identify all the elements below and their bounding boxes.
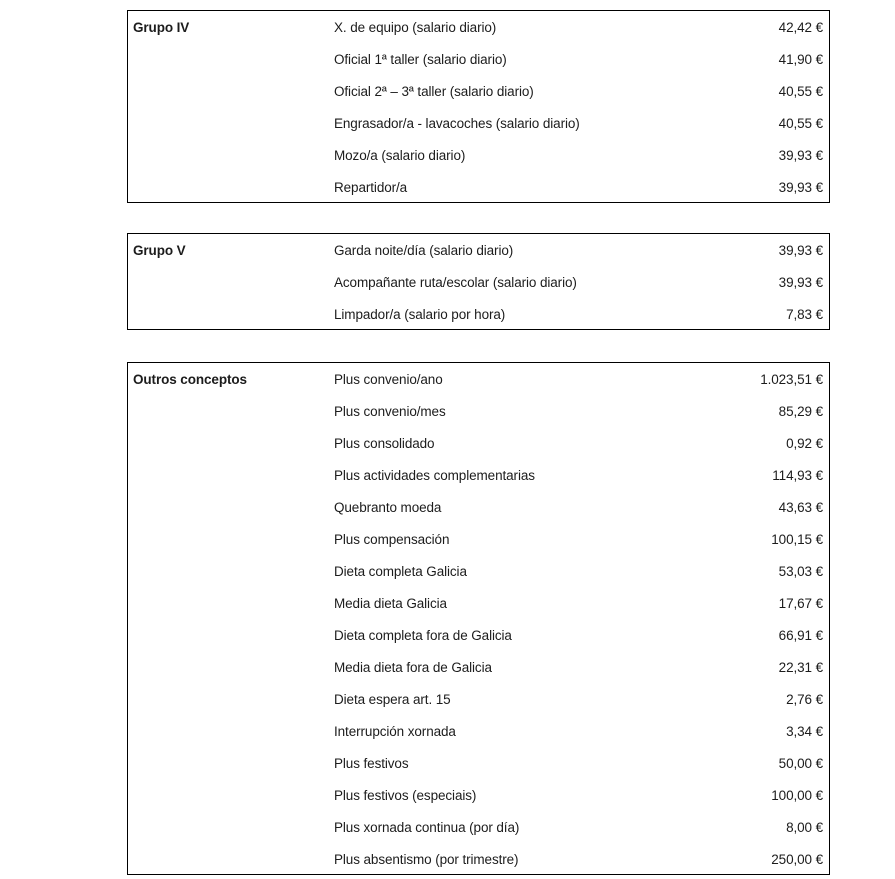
table-row <box>334 620 823 652</box>
amount-value: 39,93 € <box>778 148 823 163</box>
amount-value: 53,03 € <box>778 564 823 579</box>
amount-value: 66,91 € <box>778 628 823 643</box>
table-row <box>334 44 823 76</box>
amount-value: 1.023,51 € <box>760 372 823 387</box>
amount-value: 3,34 € <box>786 724 823 739</box>
table-row <box>334 364 823 396</box>
table-row <box>334 108 823 140</box>
concept-label: Plus absentismo (por trimestre) <box>334 852 519 867</box>
amount-value: 85,29 € <box>778 404 823 419</box>
table-row <box>334 172 823 204</box>
table-row <box>334 76 823 108</box>
rows-column <box>334 364 823 874</box>
table-row <box>334 460 823 492</box>
table-row <box>334 844 823 876</box>
concept-label: Media dieta fora de Galicia <box>334 660 492 675</box>
amount-value: 8,00 € <box>786 820 823 835</box>
salary-group-table-0 <box>127 10 830 203</box>
amount-value: 2,76 € <box>786 692 823 707</box>
rows-column <box>334 235 823 329</box>
amount-value: 41,90 € <box>778 52 823 67</box>
concept-label: Dieta completa fora de Galicia <box>334 628 512 643</box>
table-row <box>334 428 823 460</box>
amount-value: 42,42 € <box>778 20 823 35</box>
table-row <box>334 492 823 524</box>
concept-label: Oficial 2ª – 3ª taller (salario diario) <box>334 84 534 99</box>
concept-label: Dieta completa Galicia <box>334 564 467 579</box>
concept-label: Dieta espera art. 15 <box>334 692 451 707</box>
salary-group-table-2 <box>127 362 830 875</box>
table-row <box>334 299 823 331</box>
table-row <box>334 556 823 588</box>
amount-value: 7,83 € <box>786 307 823 322</box>
concept-label: X. de equipo (salario diario) <box>334 20 497 35</box>
amount-value: 39,93 € <box>778 243 823 258</box>
table-row <box>334 780 823 812</box>
table-row <box>334 748 823 780</box>
concept-label: Garda noite/día (salario diario) <box>334 243 514 258</box>
group-column <box>133 235 334 329</box>
concept-label: Quebranto moeda <box>334 500 442 515</box>
group-label: Grupo IV <box>133 20 190 35</box>
concept-label: Plus actividades complementarias <box>334 468 535 483</box>
amount-value: 40,55 € <box>778 84 823 99</box>
rows-column <box>334 12 823 202</box>
amount-value: 39,93 € <box>778 275 823 290</box>
group-label: Outros conceptos <box>133 372 247 387</box>
table-row <box>334 396 823 428</box>
concept-label: Repartidor/a <box>334 180 408 195</box>
amount-value: 50,00 € <box>778 756 823 771</box>
concept-label: Plus convenio/ano <box>334 372 443 387</box>
table-row <box>334 684 823 716</box>
table-row <box>334 716 823 748</box>
concept-label: Plus xornada continua (por día) <box>334 820 520 835</box>
amount-value: 40,55 € <box>778 116 823 131</box>
amount-value: 22,31 € <box>778 660 823 675</box>
table-row <box>334 140 823 172</box>
amount-value: 100,00 € <box>771 788 823 803</box>
amount-value: 114,93 € <box>772 468 823 483</box>
concept-label: Acompañante ruta/escolar (salario diario) <box>334 275 577 290</box>
salary-group-table-1 <box>127 233 830 330</box>
concept-label: Oficial 1ª taller (salario diario) <box>334 52 507 67</box>
amount-value: 0,92 € <box>786 436 823 451</box>
concept-label: Plus compensación <box>334 532 450 547</box>
concept-label: Plus festivos (especiais) <box>334 788 477 803</box>
concept-label: Limpador/a (salario por hora) <box>334 307 506 322</box>
group-column <box>133 12 334 202</box>
table-row <box>334 12 823 44</box>
concept-label: Interrupción xornada <box>334 724 456 739</box>
table-row <box>334 524 823 556</box>
amount-value: 250,00 € <box>771 852 823 867</box>
amount-value: 43,63 € <box>778 500 823 515</box>
concept-label: Engrasador/a - lavacoches (salario diario) <box>334 116 580 131</box>
table-row <box>334 652 823 684</box>
concept-label: Mozo/a (salario diario) <box>334 148 466 163</box>
table-row <box>334 267 823 299</box>
concept-label: Plus consolidado <box>334 436 435 451</box>
concept-label: Media dieta Galicia <box>334 596 447 611</box>
table-row <box>334 812 823 844</box>
table-row <box>334 588 823 620</box>
table-row <box>334 235 823 267</box>
amount-value: 100,15 € <box>771 532 823 547</box>
concept-label: Plus festivos <box>334 756 409 771</box>
concept-label: Plus convenio/mes <box>334 404 446 419</box>
group-column <box>133 364 334 874</box>
group-label: Grupo V <box>133 243 186 258</box>
amount-value: 17,67 € <box>778 596 823 611</box>
amount-value: 39,93 € <box>778 180 823 195</box>
